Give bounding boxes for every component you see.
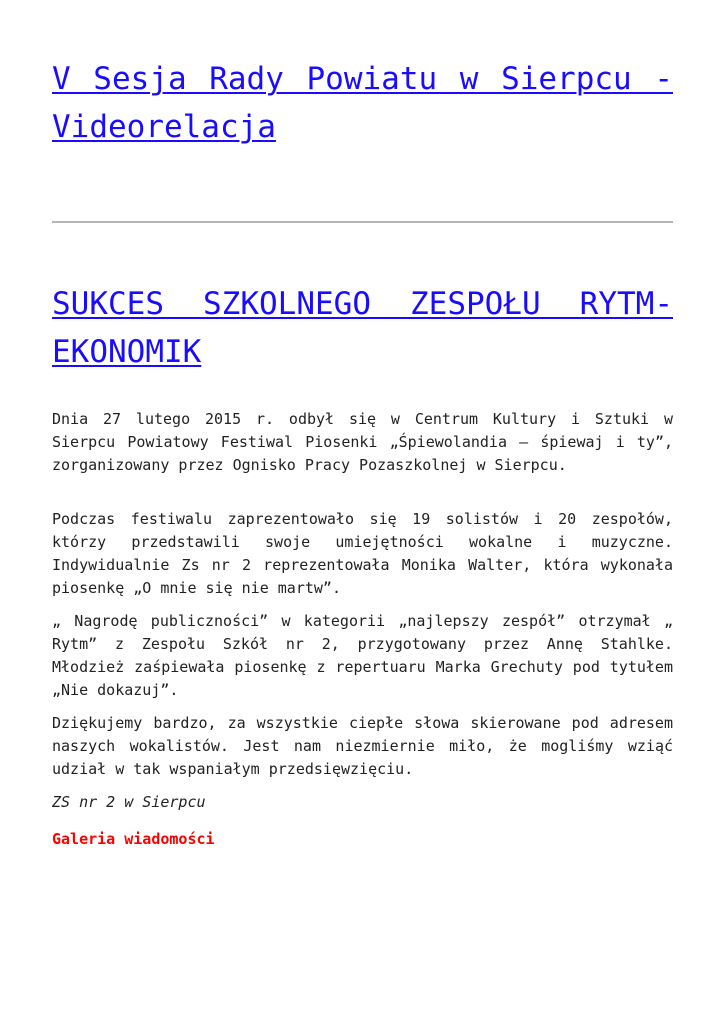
paragraph-4: Dziękujemy bardzo, za wszystkie ciepłe słowa skierowane pod adresem naszych wokalistów. Jest nam niezmiernie miło, że mogliśmy wziąć udział w tak wspaniałym przedsięwzięciu. bbox=[52, 714, 673, 778]
post-divider bbox=[52, 221, 673, 223]
post-title-2-link[interactable]: SUKCES SZKOLNEGO ZESPOŁU RYTM- EKONOMIK bbox=[52, 286, 673, 370]
signature: ZS nr 2 w Sierpcu bbox=[52, 793, 206, 811]
gallery-link[interactable]: Galeria wiadomości bbox=[52, 830, 215, 848]
post-title-2 bbox=[52, 280, 673, 376]
paragraph-2: Podczas festiwalu zaprezentowało się 19 solistów i 20 zespołów, którzy przedstawili swoje umiejętności wokalne i muzyczne. Indywidualnie Zs nr 2 reprezentowała Monika Walter, która wykonała piosenkę „O mnie się nie martw”. bbox=[52, 510, 673, 597]
paragraph-3: „ Nagrodę publiczności” w kategorii „najlepszy zespół” otrzymał „ Rytm” z Zespołu Szkół nr 2, przygotowany przez Annę Stahlke. Młodzież zaśpiewała piosenkę z repertuaru Marka Grechuty pod tytułem „Nie dokazuj”. bbox=[52, 612, 673, 699]
paragraph-1: Dnia 27 lutego 2015 r. odbył się w Centrum Kultury i Sztuki w Sierpcu Powiatowy Festiwal Piosenki „Śpiewolandia – śpiewaj i ty”, zorganizowany przez Ognisko Pracy Pozaszkolnej w Sierpcu. bbox=[52, 410, 673, 474]
post-title-1-link[interactable]: V Sesja Rady Powiatu w Sierpcu -Videorelacja bbox=[52, 61, 673, 145]
post-body bbox=[52, 408, 673, 851]
post-title-1 bbox=[52, 55, 673, 151]
